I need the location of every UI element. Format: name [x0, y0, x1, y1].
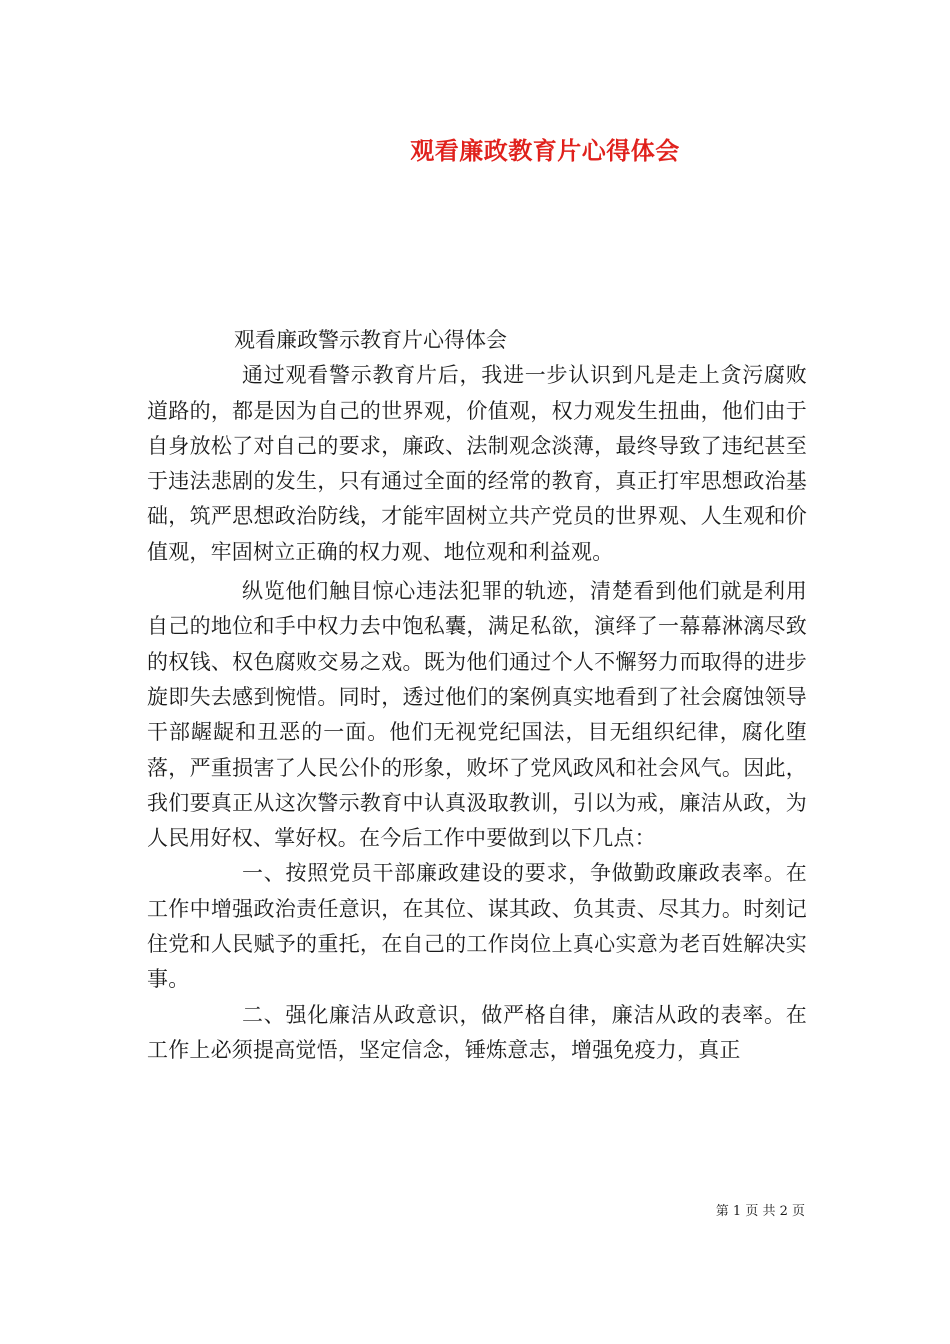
paragraph-2: 纵览他们触目惊心违法犯罪的轨迹，清楚看到他们就是利用自己的地位和手中权力去中饱私囊，满足私欲，演绎了一幕幕淋漓尽致的权钱、权色腐败交易之戏。既为他们通过个人不懈努力而取得的进步旋即失去感到惋惜。同时，透过他们的案例真实地看到了社会腐蚀领导干部龌龊和丑恶的一面。他们无视党纪国法，目无组织纪律，腐化堕落，严重损害了人民公仆的形象，败坏了党风政风和社会风气。因此，我们要真正从这次警示教育中认真汲取教训，引以为戒，廉洁从政，为人民用好权、掌好权。在今后工作中要做到以下几点：: [147, 579, 807, 851]
paragraph-3: 一、按照党员干部廉政建设的要求，争做勤政廉政表率。在工作中增强政治责任意识，在其位、谋其政、负其责、尽其力。时刻记住党和人民赋予的重托，在自己的工作岗位上真心实意为老百姓解决实事。: [147, 861, 807, 992]
document-body: [147, 323, 807, 1068]
document-title: 观看廉政教育片心得体会: [410, 136, 680, 165]
page-number-footer: 第 1 页 共 2 页: [715, 1204, 805, 1219]
document-subtitle: 观看廉政警示教育片心得体会: [234, 328, 507, 352]
paragraph-1: 通过观看警示教育片后，我进一步认识到凡是走上贪污腐败道路的，都是因为自己的世界观，价值观，权力观发生扭曲，他们由于自身放松了对自己的要求，廉政、法制观念淡薄，最终导致了违纪甚至于违法悲剧的发生，只有通过全面的经常的教育，真正打牢思想政治基础，筑严思想政治防线，才能牢固树立共产党员的世界观、人生观和价值观，牢固树立正确的权力观、地位观和利益观。: [147, 363, 807, 564]
paragraph-4: 二、强化廉洁从政意识，做严格自律，廉洁从政的表率。在工作上必须提高觉悟，坚定信念，锤炼意志，增强免疫力，真正: [147, 1002, 807, 1062]
